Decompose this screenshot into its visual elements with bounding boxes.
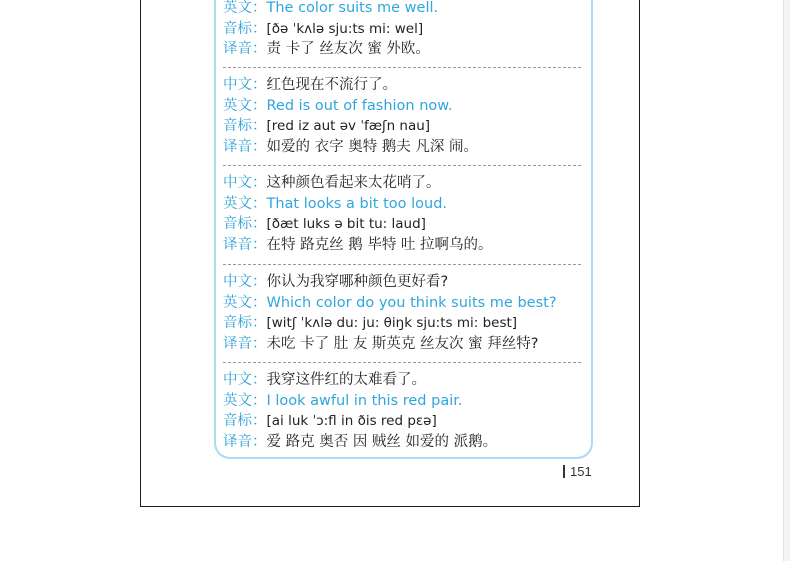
english-line [223,293,583,314]
phrase-entry [223,75,583,157]
phonetic-line [223,411,583,432]
chinese-label: 中文： [223,175,267,191]
phonetic-line [223,214,583,235]
phonetic-text: [ðæt luks ə bit tu: laud] [266,216,426,232]
chinese-text: 这种颜色看起来太花哨了。 [266,175,441,191]
scrollbar-track[interactable] [783,0,790,561]
transliteration-label: 译音： [223,335,267,352]
phonetic-line [223,19,583,40]
english-text: The color suits me well. [266,0,439,16]
english-label: 英文： [223,195,267,212]
transliteration-label: 译音： [223,41,267,57]
transliteration-text: 在特 路克丝 鹅 毕特 吐 拉啊乌的。 [266,236,493,253]
page-number [563,464,592,479]
chinese-line [223,370,583,391]
chinese-line [223,173,583,194]
transliteration-text: 爱 路克 奥否 因 贼丝 如爱的 派鹅。 [266,433,498,450]
phrase-entry [223,0,583,60]
chinese-line [223,272,583,293]
chinese-label: 中文： [223,77,267,93]
transliteration-line [223,334,583,355]
page-number-text: 151 [570,464,592,479]
phonetic-label: 音标： [223,413,267,429]
phonetic-label: 音标： [223,20,267,37]
document-page [140,0,640,507]
chinese-line [223,75,583,96]
chinese-label: 中文： [223,274,267,290]
page-number-bar [563,465,565,478]
phonetic-label: 音标： [223,118,267,134]
english-text: I look awful in this red pair. [266,392,463,409]
english-line [223,0,583,19]
transliteration-text: 责 卡了 丝友次 蜜 外欧。 [266,41,430,57]
phrase-entry [223,272,583,354]
transliteration-line [223,432,583,453]
dashed-divider [223,165,581,166]
english-text: Red is out of fashion now. [266,97,453,114]
english-label: 英文： [223,0,267,16]
transliteration-text: 如爱的 衣字 奥特 鹅夫 凡深 闹。 [266,138,479,155]
english-label: 英文： [223,294,267,311]
transliteration-text: 未吃 卡了 肚 友 斯英克 丝友次 蜜 拜丝特? [266,335,539,352]
transliteration-label: 译音： [223,433,267,450]
phonetic-line [223,116,583,137]
phrase-card [214,0,593,459]
english-line [223,391,583,412]
transliteration-line [223,39,583,60]
english-label: 英文： [223,392,267,409]
phonetic-text: [ðə ˈkʌlə sju:ts mi: wel] [266,20,424,37]
english-line [223,194,583,215]
phrase-entry [223,173,583,255]
phonetic-text: [ai luk ˈɔ:fl in ðis red pɛə] [266,413,437,429]
phonetic-text: [witʃ ˈkʌlə du: ju: θiŋk sju:ts mi: best] [266,315,518,331]
phonetic-label: 音标： [223,315,267,331]
phrase-entry [223,370,583,452]
phonetic-line [223,313,583,334]
english-line [223,96,583,117]
dashed-divider [223,362,581,363]
dashed-divider [223,67,581,68]
phonetic-label: 音标： [223,216,267,232]
chinese-text: 我穿这件红的太难看了。 [266,372,426,388]
english-label: 英文： [223,97,267,114]
chinese-label: 中文： [223,372,267,388]
transliteration-line [223,235,583,256]
english-text: That looks a bit too loud. [266,195,448,212]
dashed-divider [223,264,581,265]
transliteration-label: 译音： [223,138,267,155]
transliteration-line [223,137,583,158]
english-text: Which color do you think suits me best? [266,294,557,311]
phonetic-text: [red iz aut əv ˈfæʃn nau] [266,118,431,134]
transliteration-label: 译音： [223,236,267,253]
chinese-text: 红色现在不流行了。 [266,77,397,93]
chinese-text: 你认为我穿哪种颜色更好看? [266,274,449,290]
